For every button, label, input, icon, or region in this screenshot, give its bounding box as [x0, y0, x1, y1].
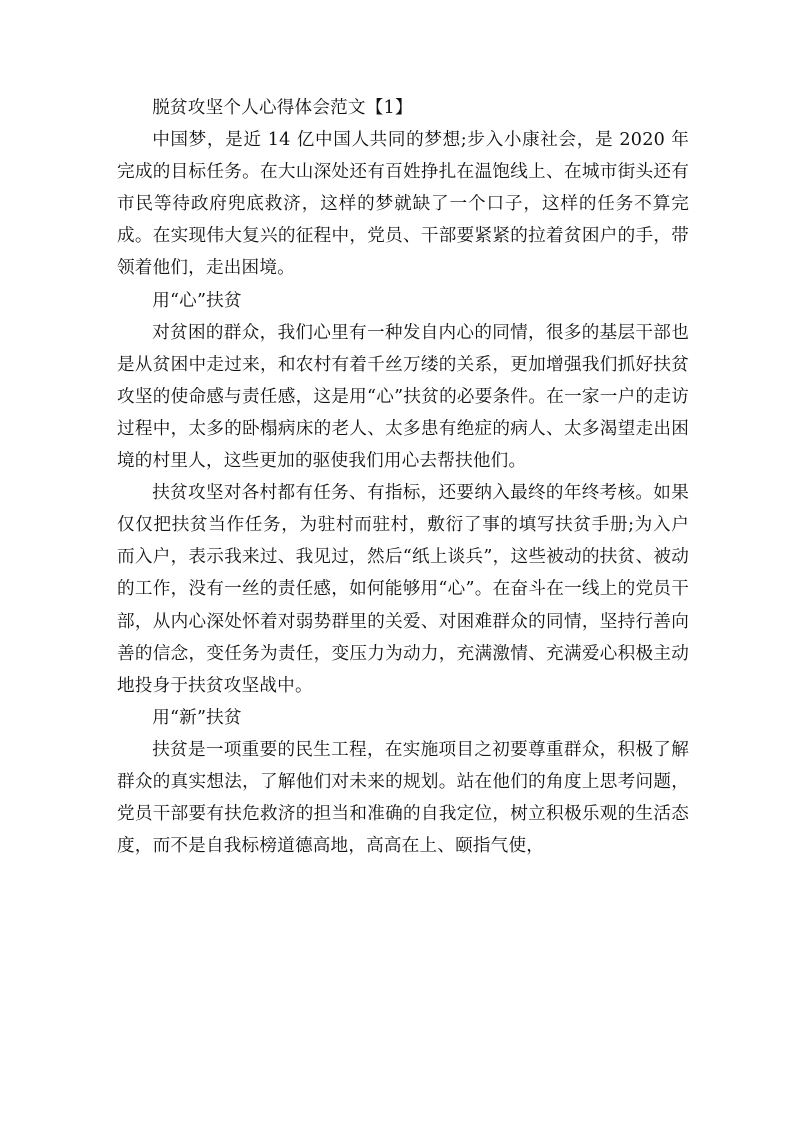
- body-paragraph: 扶贫是一项重要的民生工程，在实施项目之初要尊重群众，积极了解群众的真实想法，了解他们对未来的规划。站在他们的角度上思考问题，党员干部要有扶危救济的担当和准确的自我定位，树立积极乐观的生活态度，而不是自我标榜道德高地，高高在上、颐指气使，: [117, 739, 689, 857]
- section-heading: 用“心”扶贫: [152, 290, 242, 311]
- document-title: 脱贫攻坚个人心得体会范文【1】: [152, 98, 413, 118]
- body-paragraph: 对贫困的群众，我们心里有一种发自内心的同情，很多的基层干部也是从贫困中走过来，和农村有着千丝万缕的关系，更加增强我们抓好扶贫攻坚的使命感与责任感，这是用“心”扶贫的必要条件。在一家一户的走访过程中，太多的卧榻病床的老人、太多患有绝症的病人、太多渴望走出困境的村里人，这些更加的驱使我们用心去帮扶他们。: [117, 322, 689, 472]
- document-body: [117, 92, 689, 862]
- section-heading: 用“新”扶贫: [152, 707, 242, 728]
- body-paragraph: 扶贫攻坚对各村都有任务、有指标，还要纳入最终的年终考核。如果仅仅把扶贫当作任务，为驻村而驻村，敷衍了事的填写扶贫手册;为入户而入户，表示我来过、我见过，然后“纸上谈兵”，这些被动的扶贫、被动的工作，没有一丝的责任感，如何能够用“心”。在奋斗在一线上的党员干部，从内心深处怀着对弱势群里的关爱、对困难群众的同情，坚持行善向善的信念，变任务为责任，变压力为动力，充满激情、充满爱心积极主动地投身于扶贫攻坚战中。: [117, 483, 689, 696]
- body-paragraph: 中国梦，是近 14 亿中国人共同的梦想;步入小康社会，是 2020 年完成的目标任务。在大山深处还有百姓挣扎在温饱线上、在城市街头还有市民等待政府兜底救济，这样的梦就缺了一个口子，这样的任务不算完成。在实现伟大复兴的征程中，党员、干部要紧紧的拉着贫困户的手，带领着他们，走出困境。: [117, 130, 689, 279]
